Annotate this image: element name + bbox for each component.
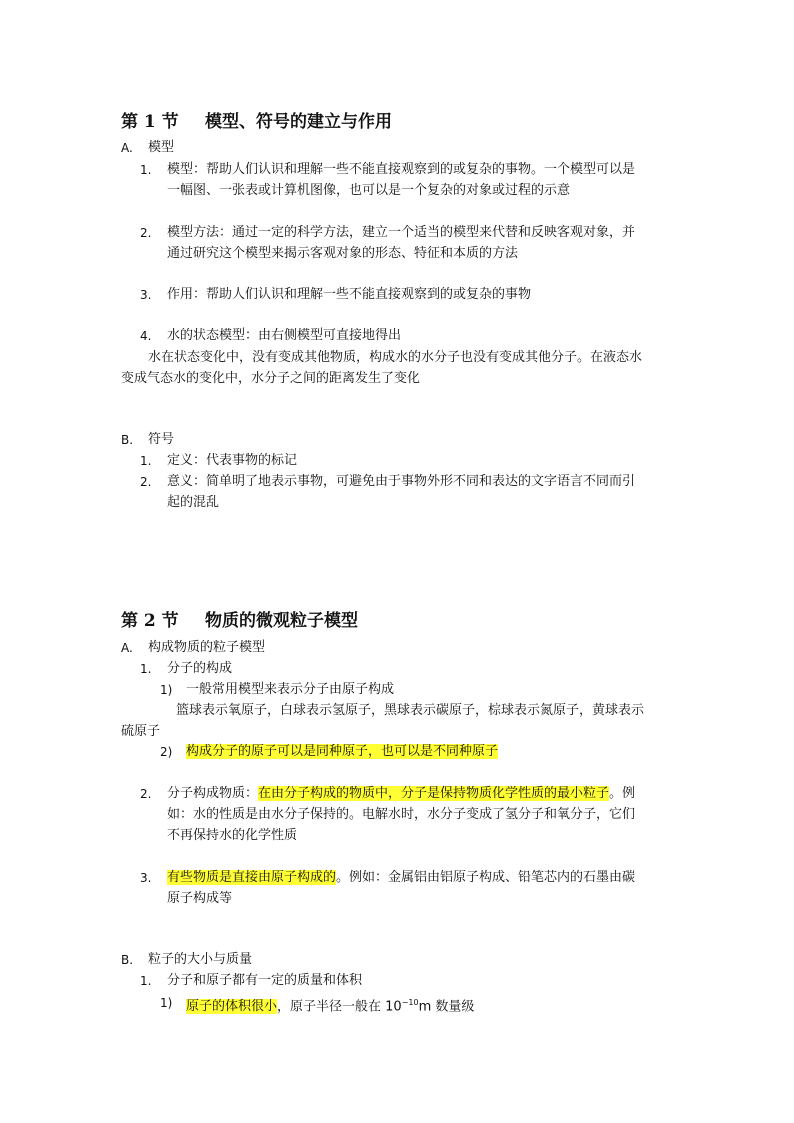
water-paragraph-line-2: 变成气态水的变化中，水分子之间的距离发生了变化: [121, 371, 421, 386]
sec2-item-3-line-1: [167, 870, 635, 886]
section-2-number: 第 2 节: [121, 611, 179, 631]
balls-line-2: 硫原子: [121, 724, 161, 739]
balls-line-1: 篮球表示氧原子，白球表示氢原子，黑球表示碳原子，棕球表示氮原子，黄球表示: [176, 703, 645, 718]
sec2-b-item-1-text: 分子和原子都有一定的质量和体积: [167, 973, 363, 988]
atom-radius-unit: m 数量级: [418, 999, 475, 1015]
sec2-item-2-prefix: 分子构成物质：: [167, 786, 259, 801]
sec1-a-marker: A.: [121, 141, 133, 155]
sec1-b-marker: B.: [121, 433, 134, 447]
sec1-a-label: 模型: [148, 140, 175, 155]
atom-radius-exponent: −10: [401, 998, 419, 1007]
sec2-item-1-1-marker: 1): [160, 683, 173, 697]
sec2-b-item-1-1-text: [186, 995, 474, 1015]
sec1-b-item-1-marker: 1.: [140, 454, 152, 468]
sec1-b-item-2-marker: 2.: [140, 475, 152, 489]
section-2-title: 物质的微观粒子模型: [205, 611, 358, 631]
sec2-a-marker: A.: [121, 641, 133, 655]
sec2-b-item-1-1-marker: 1): [160, 996, 173, 1010]
atom-radius-prefix: ，原子半径一般在 10: [277, 999, 402, 1015]
sec2-item-1-1-text: 一般常用模型来表示分子由原子构成: [186, 682, 395, 697]
sec1-b-label: 符号: [148, 432, 175, 447]
sec1-item-3-line-1: 作用：帮助人们认识和理解一些不能直接观察到的或复杂的事物: [167, 287, 532, 302]
sec2-a-label: 构成物质的粒子模型: [148, 640, 266, 655]
section-2-heading: [121, 606, 358, 631]
highlight-atom-volume-small: 原子的体积很小: [186, 999, 278, 1015]
section-1-heading: [121, 107, 392, 132]
sec2-b-label: 粒子的大小与质量: [148, 952, 253, 967]
sec2-item-2-suffix: 。例: [609, 786, 636, 801]
sec2-item-2-marker: 2.: [140, 787, 152, 801]
sec2-item-1-marker: 1.: [140, 662, 152, 676]
sec1-item-2-line-1: 模型方法：通过一定的科学方法，建立一个适当的模型来代替和反映客观对象，并: [167, 225, 636, 240]
sec1-b-item-1-line-1: 定义：代表事物的标记: [167, 453, 298, 468]
sec2-item-2-line-1: [167, 786, 635, 802]
highlight-atoms-direct: 有些物质是直接由原子构成的: [167, 870, 337, 885]
sec2-item-1-text: 分子的构成: [167, 661, 233, 676]
sec2-item-3-line-2: 原子构成等: [167, 891, 233, 906]
sec1-item-2-line-2: 通过研究这个模型来揭示客观对象的形态、特征和本质的方法: [167, 246, 519, 261]
sec2-item-3-marker: 3.: [140, 871, 152, 885]
sec2-b-marker: B.: [121, 953, 134, 967]
section-1-title: 模型、符号的建立与作用: [205, 112, 392, 132]
sec1-item-2-marker: 2.: [140, 226, 152, 240]
highlight-smallest-particle: 在由分子构成的物质中，分子是保持物质化学性质的最小粒子: [258, 786, 610, 801]
sec2-item-3-suffix: 。例如：金属铝由铝原子构成、铅笔芯内的石墨由碳: [336, 870, 636, 885]
highlight-same-or-different-atoms: 构成分子的原子可以是同种原子，也可以是不同种原子: [186, 744, 499, 759]
sec2-item-1-2-text: [186, 744, 498, 760]
sec2-b-item-1-marker: 1.: [140, 974, 152, 988]
water-paragraph-line-1: 水在状态变化中，没有变成其他物质，构成水的水分子也没有变成其他分子。在液态水: [148, 350, 643, 365]
sec1-item-1-marker: 1.: [140, 163, 152, 177]
sec1-item-3-marker: 3.: [140, 288, 152, 302]
sec1-b-item-2-line-2: 起的混乱: [167, 495, 220, 510]
sec2-item-1-2-marker: 2): [160, 745, 173, 759]
sec2-item-2-line-3: 不再保持水的化学性质: [167, 828, 298, 843]
section-1-number: 第 1 节: [121, 112, 179, 132]
sec1-item-1-line-2: 一幅图、一张表或计算机图像，也可以是一个复杂的对象或过程的示意: [167, 183, 571, 198]
sec1-item-4-line-1: 水的状态模型：由右侧模型可直接地得出: [167, 328, 402, 343]
sec1-item-4-marker: 4.: [140, 329, 152, 343]
sec2-item-2-line-2: 如：水的性质是由水分子保持的。电解水时，水分子变成了氢分子和氧分子，它们: [167, 807, 636, 822]
sec1-b-item-2-line-1: 意义：简单明了地表示事物，可避免由于事物外形不同和表达的文字语言不同而引: [167, 474, 636, 489]
sec1-item-1-line-1: 模型：帮助人们认识和理解一些不能直接观察到的或复杂的事物。一个模型可以是: [167, 162, 636, 177]
